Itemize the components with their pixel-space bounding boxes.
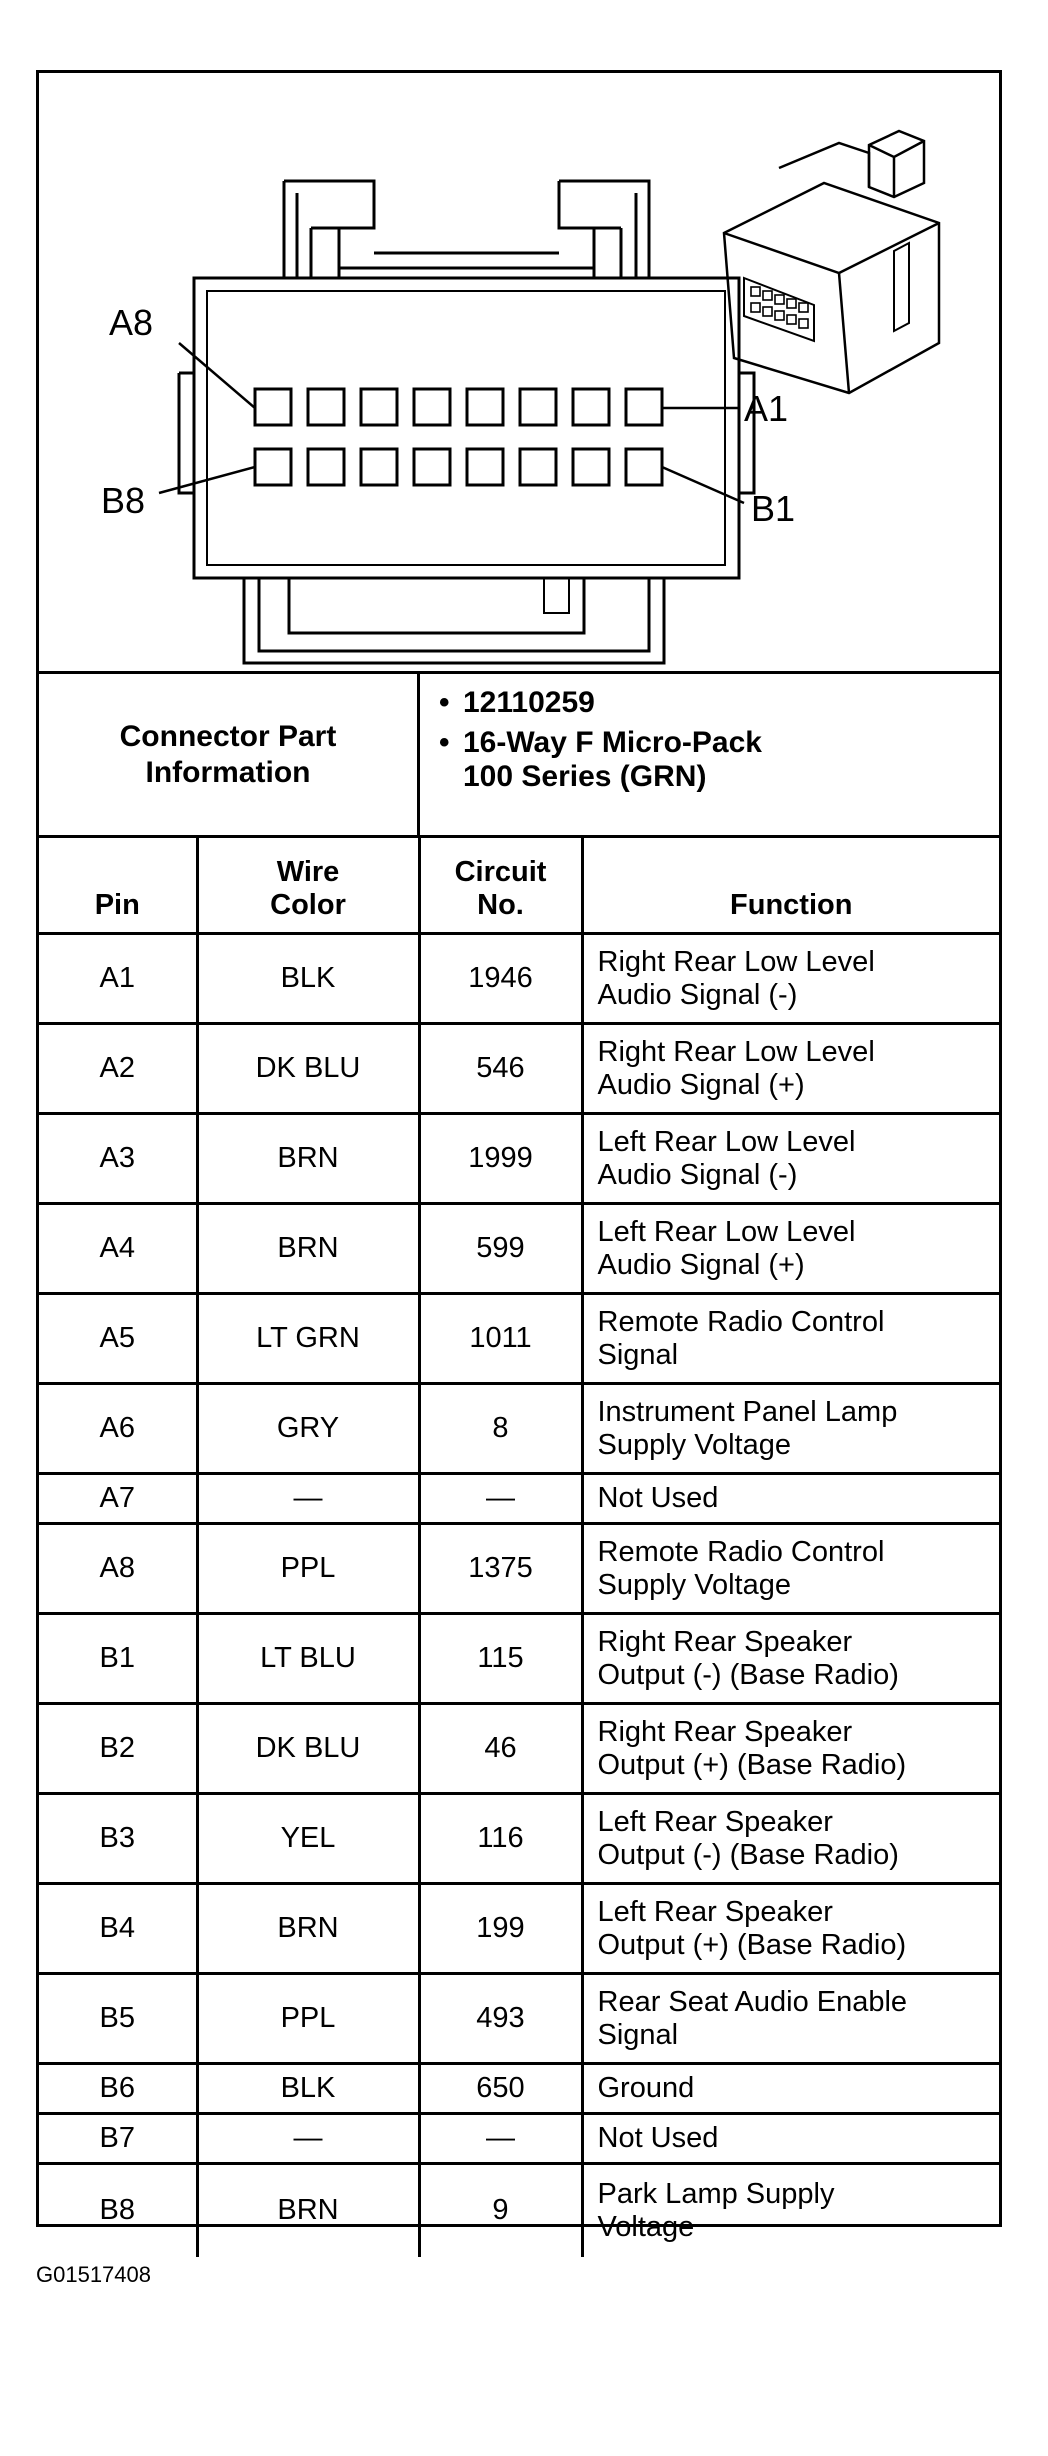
cell-function: Left Rear Low Level Audio Signal (-) — [582, 1114, 999, 1204]
connector-type: • 16-Way F Micro-Pack 100 Series (GRN) — [439, 726, 989, 794]
cell-circuit-no: 650 — [419, 2064, 582, 2114]
pin-cavity-a8 — [255, 389, 291, 425]
cell-pin: B5 — [39, 1974, 197, 2064]
header-function: Function — [582, 837, 999, 934]
leader-b1 — [662, 467, 744, 503]
pin-cavity-b6 — [361, 449, 397, 485]
cell-function: Right Rear Speaker Output (-) (Base Radio) — [582, 1614, 999, 1704]
figure-id: G01517408 — [36, 2262, 151, 2287]
cell-circuit-no: 9 — [419, 2164, 582, 2257]
cell-pin: A7 — [39, 1474, 197, 1524]
cell-wire-color: BRN — [197, 1204, 419, 1294]
cell-circuit-no: — — [419, 1474, 582, 1524]
pin-cavity-b4 — [467, 449, 503, 485]
table-row — [39, 1114, 999, 1204]
header-wire-color: Wire Color — [197, 837, 419, 934]
cell-function: Rear Seat Audio Enable Signal — [582, 1974, 999, 2064]
cell-circuit-no: 1999 — [419, 1114, 582, 1204]
cell-function: Ground — [582, 2064, 999, 2114]
table-row — [39, 1024, 999, 1114]
cell-wire-color: YEL — [197, 1794, 419, 1884]
cell-function: Remote Radio Control Supply Voltage — [582, 1524, 999, 1614]
cell-wire-color: DK BLU — [197, 1704, 419, 1794]
cell-circuit-no: 546 — [419, 1024, 582, 1114]
cell-wire-color: LT BLU — [197, 1614, 419, 1704]
cell-wire-color: PPL — [197, 1524, 419, 1614]
cell-pin: B2 — [39, 1704, 197, 1794]
cell-circuit-no: 8 — [419, 1384, 582, 1474]
pin-cavity-a7 — [308, 389, 344, 425]
connector-part-info — [39, 671, 999, 835]
table-row — [39, 2114, 999, 2164]
pin-cavity-a3 — [520, 389, 556, 425]
divider — [417, 674, 420, 835]
cell-function: Park Lamp Supply Voltage — [582, 2164, 999, 2257]
cell-pin: A5 — [39, 1294, 197, 1384]
cell-wire-color: — — [197, 2114, 419, 2164]
cell-wire-color: GRY — [197, 1384, 419, 1474]
table-row — [39, 2064, 999, 2114]
cell-wire-color: BRN — [197, 1114, 419, 1204]
cell-pin: B4 — [39, 1884, 197, 1974]
table-row — [39, 1474, 999, 1524]
cell-function: Instrument Panel Lamp Supply Voltage — [582, 1384, 999, 1474]
cell-pin: A1 — [39, 934, 197, 1024]
pin-cavity-b2 — [573, 449, 609, 485]
table-row — [39, 934, 999, 1024]
pin-row-b — [255, 449, 662, 485]
cell-circuit-no: 1375 — [419, 1524, 582, 1614]
cell-function: Not Used — [582, 1474, 999, 1524]
cell-pin: A8 — [39, 1524, 197, 1614]
cell-circuit-no: 116 — [419, 1794, 582, 1884]
cell-circuit-no: 493 — [419, 1974, 582, 2064]
connector-part-info-list — [439, 686, 989, 800]
cell-pin: A4 — [39, 1204, 197, 1294]
cell-function: Left Rear Speaker Output (-) (Base Radio) — [582, 1794, 999, 1884]
cell-wire-color: BRN — [197, 1884, 419, 1974]
pin-cavity-a6 — [361, 389, 397, 425]
table-row — [39, 1884, 999, 1974]
pin-cavity-a5 — [414, 389, 450, 425]
cell-wire-color: — — [197, 1474, 419, 1524]
cell-circuit-no: 115 — [419, 1614, 582, 1704]
pin-cavity-a1 — [626, 389, 662, 425]
pin-cavity-b3 — [520, 449, 556, 485]
cell-pin: B6 — [39, 2064, 197, 2114]
label-b1: B1 — [751, 488, 796, 529]
cell-function: Right Rear Low Level Audio Signal (+) — [582, 1024, 999, 1114]
cell-circuit-no: 1946 — [419, 934, 582, 1024]
table-row — [39, 1794, 999, 1884]
pinout-table — [39, 835, 999, 2257]
cell-function: Right Rear Speaker Output (+) (Base Radio) — [582, 1704, 999, 1794]
table-row — [39, 1614, 999, 1704]
table-row — [39, 1524, 999, 1614]
label-b8: B8 — [101, 480, 146, 521]
cell-function: Not Used — [582, 2114, 999, 2164]
pin-cavity-b1 — [626, 449, 662, 485]
cell-pin: A3 — [39, 1114, 197, 1204]
leader-a8 — [179, 343, 255, 408]
cell-pin: B3 — [39, 1794, 197, 1884]
label-a1: A1 — [744, 388, 789, 429]
cell-function: Left Rear Low Level Audio Signal (+) — [582, 1204, 999, 1294]
pin-cavity-b8 — [255, 449, 291, 485]
pin-cavity-a2 — [573, 389, 609, 425]
table-row — [39, 1204, 999, 1294]
cell-wire-color: BLK — [197, 934, 419, 1024]
cell-wire-color: DK BLU — [197, 1024, 419, 1114]
label-a8: A8 — [109, 302, 154, 343]
cell-pin: B8 — [39, 2164, 197, 2257]
cell-wire-color: LT GRN — [197, 1294, 419, 1384]
pin-cavity-a4 — [467, 389, 503, 425]
pin-cavity-b7 — [308, 449, 344, 485]
cell-circuit-no: 1011 — [419, 1294, 582, 1384]
cell-wire-color: PPL — [197, 1974, 419, 2064]
table-row — [39, 1974, 999, 2064]
cell-circuit-no: 199 — [419, 1884, 582, 1974]
header-circuit-no: Circuit No. — [419, 837, 582, 934]
cell-circuit-no: 46 — [419, 1704, 582, 1794]
table-header-row — [39, 837, 999, 934]
cell-circuit-no: 599 — [419, 1204, 582, 1294]
cell-function: Remote Radio Control Signal — [582, 1294, 999, 1384]
table-row — [39, 1294, 999, 1384]
cell-pin: A2 — [39, 1024, 197, 1114]
table-row — [39, 1704, 999, 1794]
connector-body — [194, 278, 739, 578]
table-row — [39, 2164, 999, 2257]
connector-diagram — [39, 73, 999, 671]
header-pin: Pin — [39, 837, 197, 934]
cell-circuit-no: — — [419, 2114, 582, 2164]
cell-pin: A6 — [39, 1384, 197, 1474]
cell-function: Right Rear Low Level Audio Signal (-) — [582, 934, 999, 1024]
connector-part-info-label: Connector Part Information — [119, 719, 337, 789]
table-row — [39, 1384, 999, 1474]
cell-wire-color: BLK — [197, 2064, 419, 2114]
cell-pin: B7 — [39, 2114, 197, 2164]
connector-sheet — [36, 70, 1002, 2243]
pin-row-a — [255, 389, 662, 425]
part-number: • 12110259 — [439, 686, 989, 720]
cell-function: Left Rear Speaker Output (+) (Base Radio) — [582, 1884, 999, 1974]
cell-pin: B1 — [39, 1614, 197, 1704]
connector-isometric-view — [724, 131, 939, 393]
cell-wire-color: BRN — [197, 2164, 419, 2257]
pin-cavity-b5 — [414, 449, 450, 485]
